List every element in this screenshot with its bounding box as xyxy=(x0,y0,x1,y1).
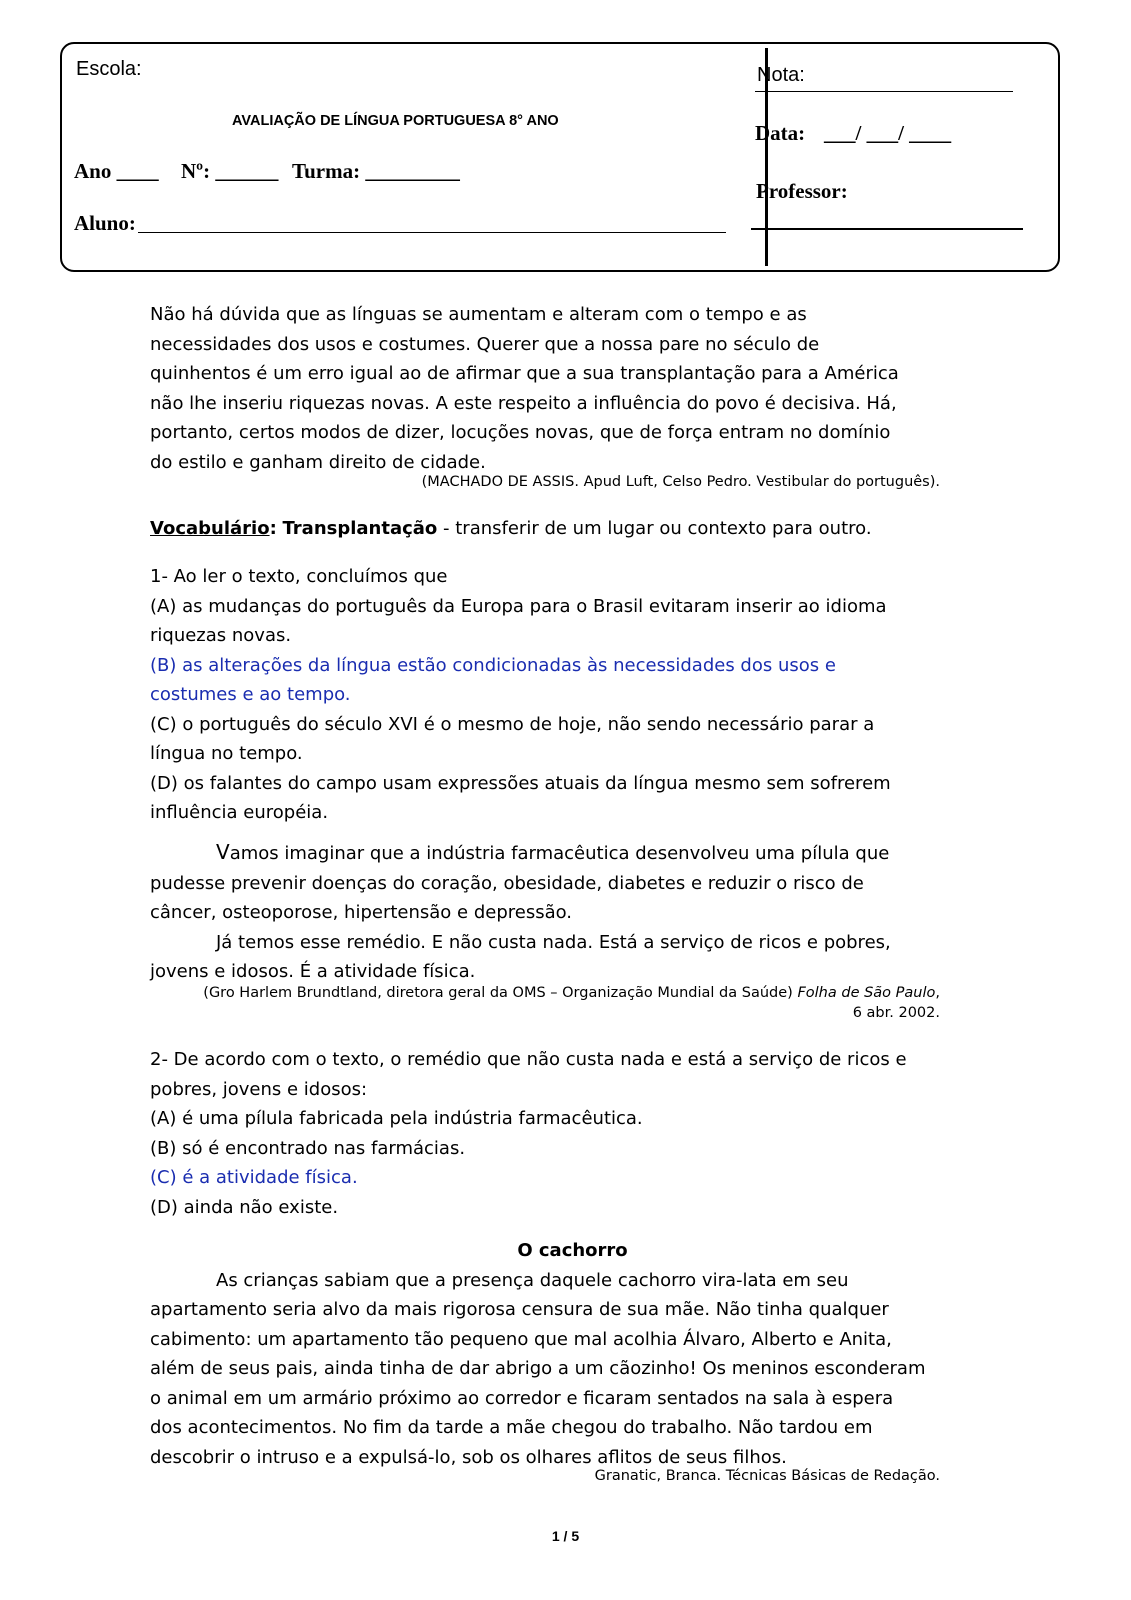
q1-option-b[interactable] xyxy=(150,651,965,710)
text1-source: (MACHADO DE ASSIS. Apud Luft, Celso Pedro. Vestibular do português). xyxy=(421,474,940,490)
exam-title: AVALIAÇÃO DE LÍNGUA PORTUGUESA 8° ANO xyxy=(232,113,559,129)
nota-label: Nota: xyxy=(757,64,805,86)
q2-option-a[interactable]: (A) é uma pílula fabricada pela indústria farmacêutica. xyxy=(150,1108,643,1129)
text3-title: O cachorro xyxy=(517,1240,628,1261)
option-text: língua no tempo. xyxy=(150,743,303,764)
option-text: (B) as alterações da língua estão condicionadas às necessidades dos usos e xyxy=(150,654,836,676)
option-text: (D) os falantes do campo usam expressões atuais da língua mesmo sem sofrerem xyxy=(150,772,891,794)
turma-field[interactable]: Turma: _________ xyxy=(292,159,460,183)
q1-option-c[interactable] xyxy=(150,710,965,769)
text1-line: não lhe inseriu riquezas novas. A este respeito a influência do povo é decisiva. Há, xyxy=(150,392,897,414)
text2-line: Já temos esse remédio. E não custa nada. Está a serviço de ricos e pobres, xyxy=(216,931,891,953)
q2-stem: pobres, jovens e idosos: xyxy=(150,1078,368,1100)
text3-line: dos acontecimentos. No fim da tarde a mãe chegou do trabalho. Não tardou em xyxy=(150,1417,873,1438)
question-2 xyxy=(150,1045,965,1222)
vocab-colon: : xyxy=(269,518,277,539)
data-field[interactable]: ___/ ___/ ____ xyxy=(824,121,952,145)
q2-option-d[interactable]: (D) ainda não existe. xyxy=(150,1196,339,1218)
text2-fragment: amos imaginar que a indústria farmacêutica desenvolveu uma pílula que xyxy=(229,843,890,864)
q2-option-b[interactable]: (B) só é encontrado nas farmácias. xyxy=(150,1137,466,1159)
option-text: riquezas novas. xyxy=(150,625,292,646)
text1-line: portanto, certos modos de dizer, locuções novas, que de força entram no domínio xyxy=(150,422,891,443)
aluno-label: Aluno: xyxy=(74,211,136,235)
text3 xyxy=(150,1236,965,1472)
text1-line: do estilo e ganham direito de cidade. xyxy=(150,451,486,473)
text3-source: Granatic, Branca. Técnicas Básicas de Redação. xyxy=(594,1468,940,1484)
source-text: (Gro Harlem Brundtland, diretora geral da OMS – Organização Mundial da Saúde) xyxy=(203,985,798,1001)
vocabulary xyxy=(150,514,965,544)
text2-line: pudesse prevenir doenças do coração, obesidade, diabetes e reduzir o risco de xyxy=(150,872,864,894)
ano-field[interactable]: Ano ____ xyxy=(74,159,159,183)
question-1 xyxy=(150,562,965,828)
option-text: (A) as mudanças do português da Europa para o Brasil evitaram inserir ao idioma xyxy=(150,595,887,617)
q1-option-d[interactable] xyxy=(150,769,965,828)
data-label: Data: xyxy=(755,121,806,145)
source-publication: Folha de São Paulo xyxy=(797,985,936,1001)
page-number: 1 / 5 xyxy=(551,1528,580,1544)
q1-option-a[interactable] xyxy=(150,592,965,651)
professor-input-line[interactable] xyxy=(751,228,1023,230)
text2-line: câncer, osteoporose, hipertensão e depressão. xyxy=(150,902,573,923)
option-text: influência européia. xyxy=(150,802,329,823)
text3-line: o animal em um armário próximo ao corredor e ficaram sentados na sala à espera xyxy=(150,1387,894,1409)
professor-label: Professor: xyxy=(756,179,848,203)
vocab-definition: - transferir de um lugar ou contexto para outro. xyxy=(437,518,872,539)
text3-line: descobrir o intruso e a expulsá-lo, sob os olhares aflitos de seus filhos. xyxy=(150,1446,787,1468)
text3-line: além de seus pais, ainda tinha de dar abrigo a um cãozinho! Os meninos esconderam xyxy=(150,1358,926,1379)
text1 xyxy=(150,300,965,477)
q2-option-c[interactable]: (C) é a atividade física. xyxy=(150,1167,358,1188)
text1-line: quinhentos é um erro igual ao de afirmar que a sua transplantação para a América xyxy=(150,363,899,384)
text3-line: apartamento seria alvo da mais rigorosa censura de sua mãe. Não tinha qualquer xyxy=(150,1299,889,1320)
escola-label: Escola: xyxy=(76,58,142,80)
source-text: , xyxy=(935,985,940,1001)
text3-line: cabimento: um apartamento tão pequeno que mal acolhia Álvaro, Alberto e Anita, xyxy=(150,1328,892,1350)
text1-line: Não há dúvida que as línguas se aumentam e alteram com o tempo e as xyxy=(150,304,807,325)
text1-line: necessidades dos usos e costumes. Querer que a nossa pare no século de xyxy=(150,333,820,355)
option-text: costumes e ao tempo. xyxy=(150,684,351,705)
drop-letter: V xyxy=(216,840,230,864)
vocab-term: Transplantação xyxy=(282,518,438,539)
text2-line xyxy=(150,838,965,869)
vocab-label: Vocabulário xyxy=(150,518,270,539)
nota-input-line[interactable] xyxy=(755,91,1013,92)
q1-stem: 1- Ao ler o texto, concluímos que xyxy=(150,566,448,587)
text2-line: jovens e idosos. É a atividade física. xyxy=(150,961,476,982)
option-text: (C) o português do século XVI é o mesmo de hoje, não sendo necessário parar a xyxy=(150,713,875,735)
source-date: 6 abr. 2002. xyxy=(852,1005,940,1021)
q2-stem: 2- De acordo com o texto, o remédio que não custa nada e está a serviço de ricos e xyxy=(150,1049,907,1070)
header-box xyxy=(60,42,1060,272)
text2 xyxy=(150,838,965,987)
text2-source xyxy=(150,983,940,1023)
text3-line: As crianças sabiam que a presença daquele cachorro vira-lata em seu xyxy=(216,1269,849,1291)
numero-field[interactable]: Nº: ______ xyxy=(181,159,279,183)
aluno-input-line[interactable] xyxy=(138,232,726,233)
